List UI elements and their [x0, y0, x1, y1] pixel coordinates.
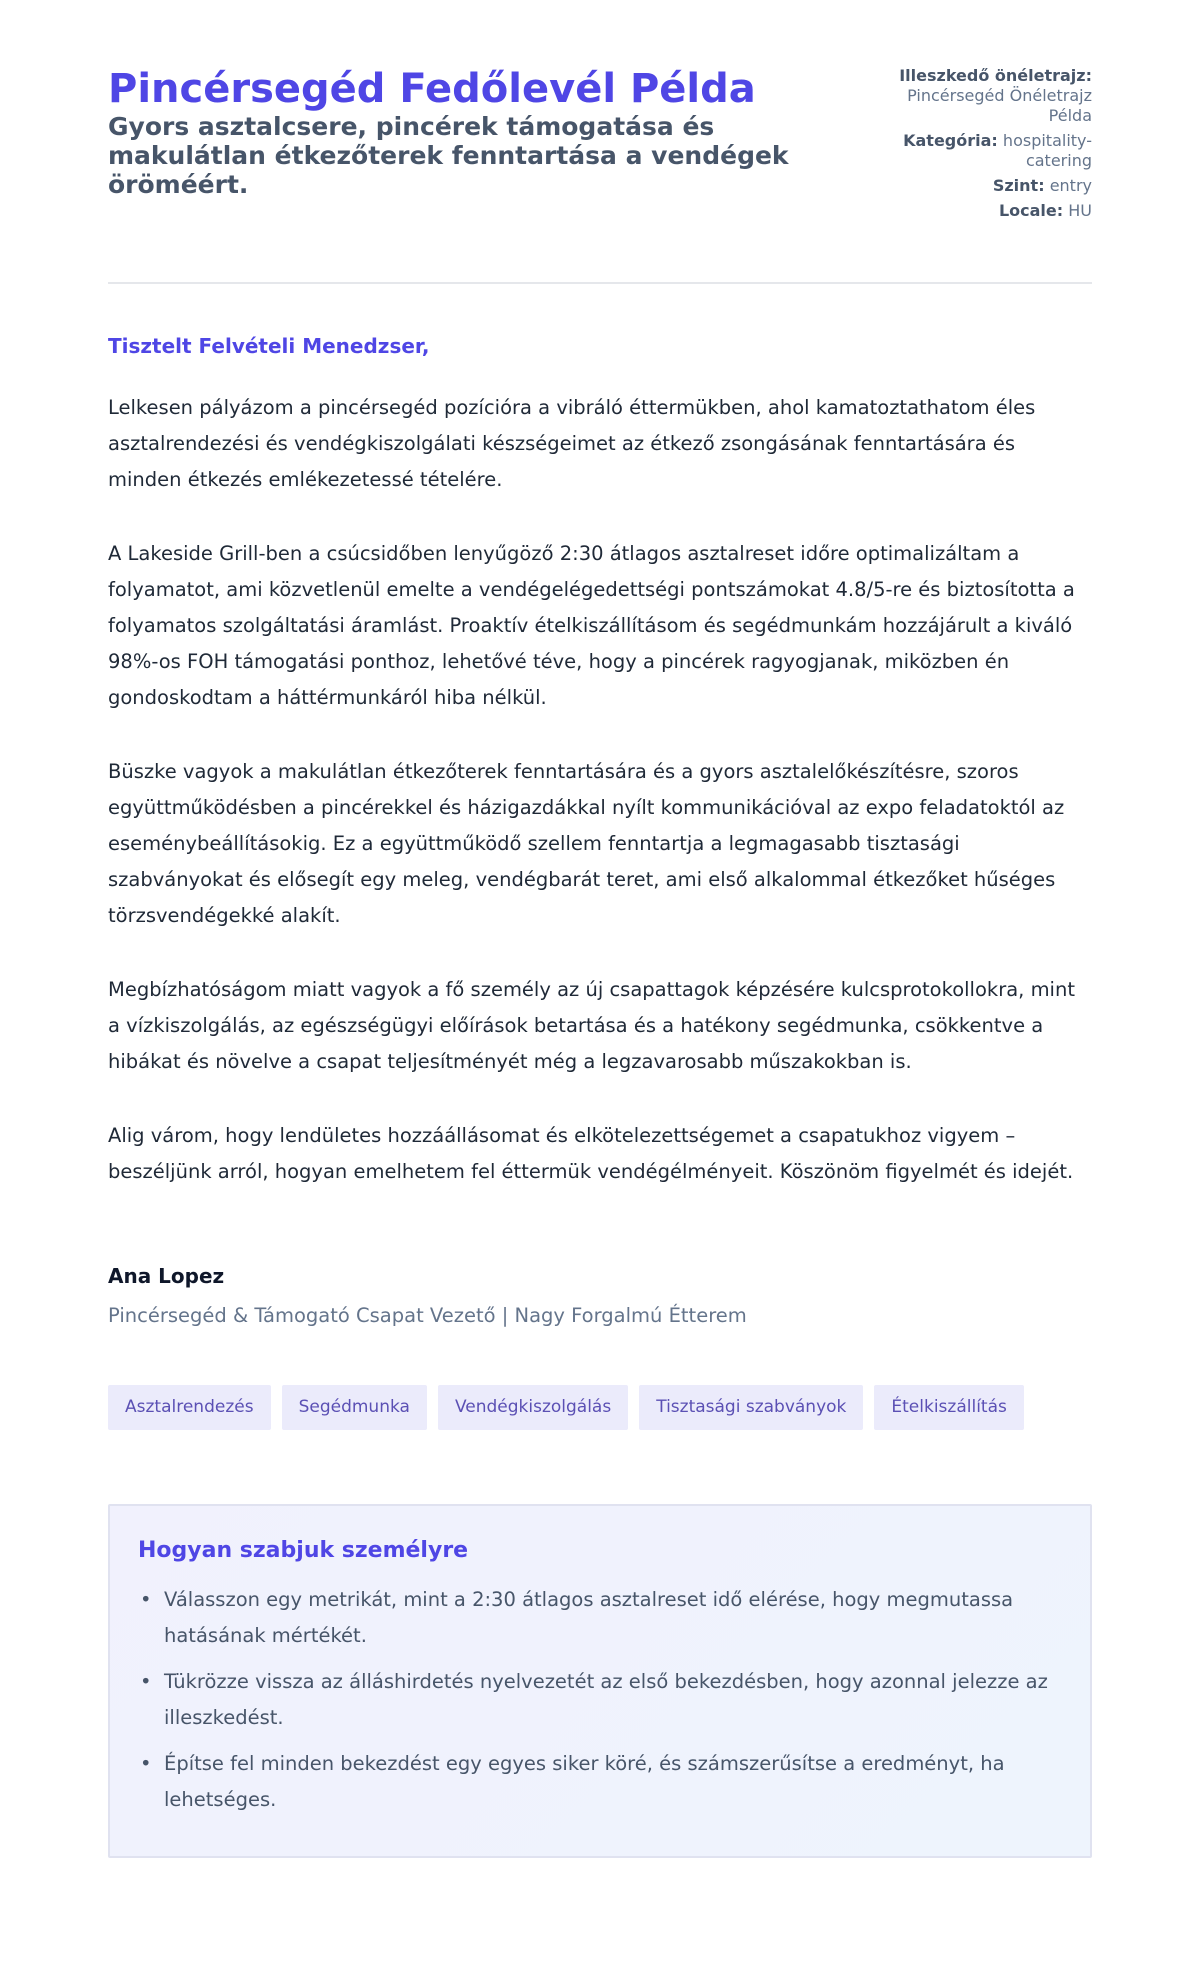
bullet-icon: • — [140, 1752, 152, 1775]
tip-text: Tükrözze vissza az álláshirdetés nyelvezetét az első bekezdésben, hogy azonnal jelezze az illeszkedést. — [164, 1670, 1048, 1729]
tip-item — [138, 1746, 1062, 1818]
page-title: Pincérsegéd Fedőlevél Példa — [108, 66, 756, 112]
document-header — [108, 66, 1092, 284]
meta-level — [862, 176, 1092, 196]
meta-value: hospitality-catering — [1002, 131, 1092, 170]
signature-title: Pincérsegéd & Támogató Csapat Vezető | Nagy Forgalmú Étterem — [108, 1304, 747, 1327]
letter-body — [108, 332, 1092, 1330]
callout-title: Hogyan szabjuk személyre — [138, 1538, 469, 1563]
letter-paragraph: Büszke vagyok a makulátlan étkezőterek fenntartására és a gyors asztalelőkészítésre, szoros együttműködésben a pincérekkel és házigazdákkal nyílt kommunikációval az expo feladatoktól az eseménybeállításokig. Ez a együttműködő szellem fenntartja a legmagasabb tisztasági szabványokat és elősegít egy meleg, vendégbarát teret, ami első alkalommal étkezőket hűséges törzsvendégekké alakít. — [108, 760, 1065, 927]
skill-tag: Segédmunka — [282, 1385, 427, 1430]
meta-label: Illeszkedő önéletrajz: — [899, 66, 1092, 85]
meta-label: Locale: — [998, 201, 1064, 220]
tip-item — [138, 1582, 1062, 1654]
letter-paragraphs — [108, 390, 1092, 1190]
letter-paragraph: Lelkesen pályázom a pincérsegéd pozícióra a vibráló éttermükben, ahol kamatoztathatom éles asztalrendezési és vendégkiszolgálati készségeimet az étkező zsongásának fenntartására és minden étkezés emlékezetessé tételére. — [108, 396, 1036, 491]
meta-category — [862, 131, 1092, 171]
meta-label: Szint: — [992, 176, 1045, 195]
tip-text: Építse fel minden bekezdést egy egyes siker köré, és számszerűsítse a eredményt, ha lehetséges. — [164, 1752, 1005, 1811]
letter-greeting: Tisztelt Felvételi Menedzser, — [108, 334, 430, 358]
meta-value: HU — [1068, 201, 1092, 220]
meta-matching-resume — [862, 66, 1092, 126]
meta-locale — [862, 201, 1092, 221]
signature-block — [108, 1262, 1092, 1330]
skill-tag: Vendégkiszolgálás — [438, 1385, 628, 1430]
tip-item — [138, 1664, 1062, 1736]
skill-tags — [108, 1385, 1092, 1430]
meta-value: entry — [1049, 176, 1092, 195]
signature-name: Ana Lopez — [108, 1264, 225, 1288]
meta-label: Kategória: — [903, 131, 998, 150]
meta-value: Pincérsegéd Önéletrajz Példa — [907, 86, 1092, 125]
page-subtitle: Gyors asztalcsere, pincérek támogatása és makulátlan étkezőterek fenntartása a vendégek öröméért. — [108, 112, 789, 199]
cover-letter-page — [108, 0, 1092, 1858]
skill-tag: Ételkiszállítás — [874, 1385, 1023, 1430]
skill-tag: Asztalrendezés — [108, 1385, 271, 1430]
tip-text: Válasszon egy metrikát, mint a 2:30 átlagos asztalreset idő elérése, hogy megmutassa hatásának mértékét. — [164, 1588, 1014, 1647]
tips-list — [138, 1582, 1062, 1818]
bullet-icon: • — [140, 1588, 152, 1611]
skill-tag: Tisztasági szabványok — [639, 1385, 863, 1430]
header-titles — [108, 66, 818, 199]
letter-paragraph: Alig várom, hogy lendületes hozzáállásomat és elkötelezettségemet a csapatukhoz vigyem – beszéljünk arról, hogyan emelhetem fel éttermük vendégélményeit. Köszönöm figyelmét és idejét. — [108, 1124, 1074, 1183]
bullet-icon: • — [140, 1670, 152, 1693]
document-meta — [862, 66, 1092, 226]
letter-paragraph: A Lakeside Grill-ben a csúcsidőben lenyűgöző 2:30 átlagos asztalreset időre optimalizáltam a folyamatot, ami közvetlenül emelte a vendégelégedettségi pontszámokat 4.8/5-re és biztosította a folyamatos szolgáltatási áramlást. Proaktív ételkiszállításom és segédmunkám hozzájárult a kiváló 98%-os FOH támogatási ponthoz, lehetővé téve, hogy a pincérek ragyogjanak, miközben én gondoskodtam a háttérmunkáról hiba nélkül. — [108, 542, 1075, 709]
customization-tips-callout — [108, 1504, 1092, 1858]
letter-paragraph: Megbízhatóságom miatt vagyok a fő személy az új csapattagok képzésére kulcsprotokollokra, mint a vízkiszolgálás, az egészségügyi előírások betartása és a hatékony segédmunka, csökkentve a hibákat és növelve a csapat teljesítményét még a legzavarosabb műszakokban is. — [108, 978, 1075, 1073]
